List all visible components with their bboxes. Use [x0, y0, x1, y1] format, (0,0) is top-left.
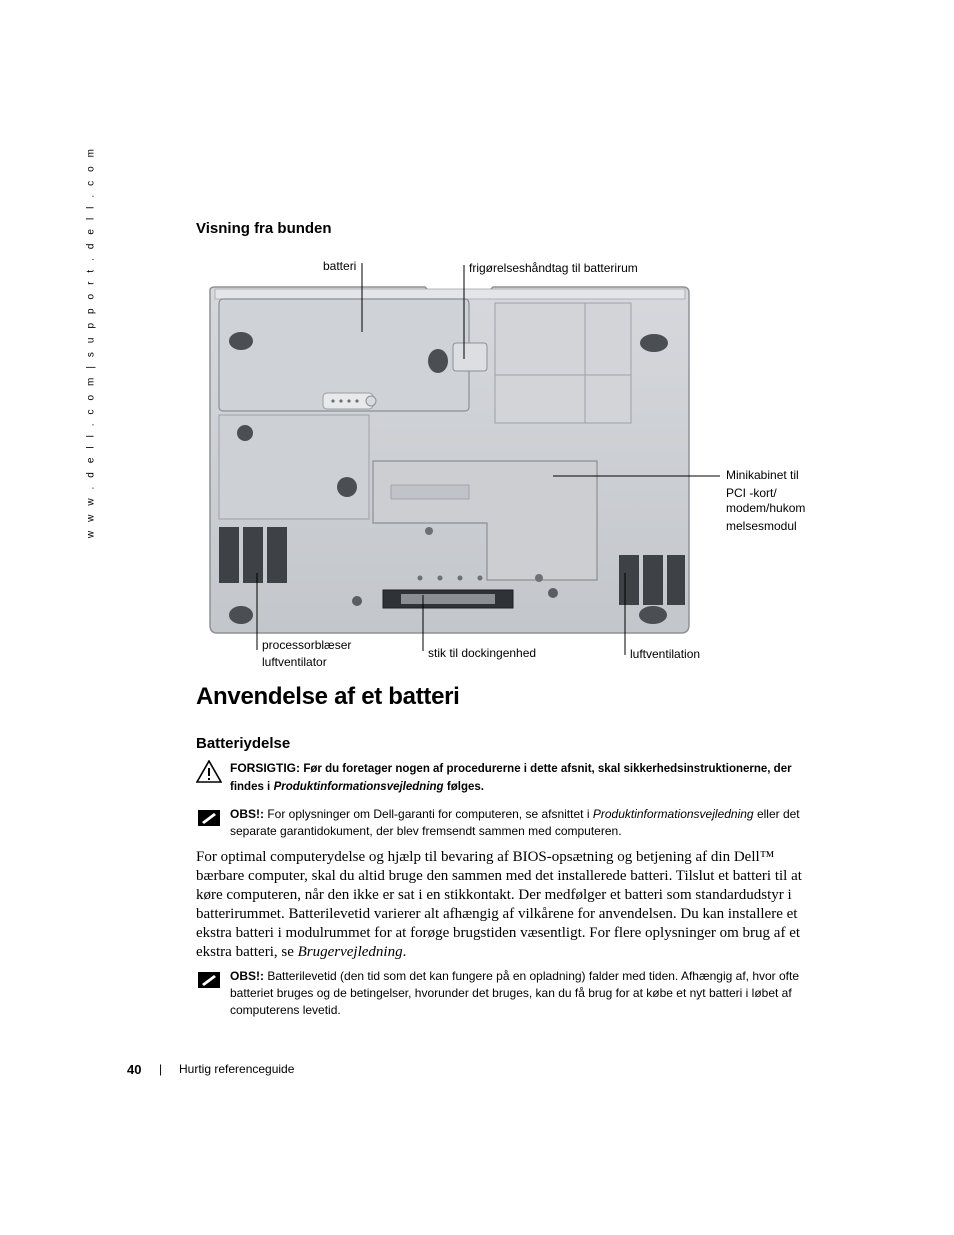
- laptop-bottom-illustration: [205, 255, 825, 675]
- caution-lead: FORSIGTIG:: [230, 761, 300, 775]
- note-pencil-icon: [196, 806, 222, 830]
- note2-lead: OBS!:: [230, 969, 264, 983]
- note1-text-1: For oplysninger om Dell-garanti for computeren, se afsnittet i: [267, 807, 590, 821]
- body-end: .: [402, 944, 407, 960]
- callout-minicard-1: Minikabinet til: [726, 468, 799, 482]
- body-text: For optimal computerydelse og hjælp til bevaring af BIOS-opsætning og betjening af din Dell™ bærbare computer, skal du altid bruge den sammen med det installerede batteri. Tilslut et batteri til at køre computeren, når den ikke er sat i en stikkontakt. Der medfølger et batteri som standardudstyr i batterirummet. Batterilevetid varierer alt afhængig af vilkårene for anvendelsen. Du kan installere et ekstra batteri i modulrummet for at forøge brugstiden væsentligt. For flere oplysninger om brug af et ekstra batteri, se: [196, 849, 802, 960]
- callout-battery-release: frigørelseshåndtag til batterirum: [469, 261, 638, 275]
- caution-text-2: følges.: [446, 781, 484, 793]
- heading-sub: Batteriydelse: [196, 735, 291, 752]
- footer-separator: |: [159, 1062, 163, 1076]
- heading-main: Anvendelse af et batteri: [196, 683, 460, 710]
- section-heading-bottom-view: Visning fra bunden: [196, 220, 332, 237]
- footer-guide-title: Hurtig referenceguide: [179, 1062, 295, 1076]
- callout-battery: batteri: [323, 259, 357, 273]
- side-url-text: w w w . d e l l . c o m | s u p p o r t . d e l l . c o m: [85, 145, 97, 539]
- note-notice-2: [196, 968, 816, 1019]
- battery-indicator: [323, 393, 376, 409]
- callout-minicard-4: melsesmodul: [726, 519, 797, 533]
- vent-right: [619, 555, 685, 605]
- note2-text: Batterilevetid (den tid som det kan fungere på en opladning) falder med tiden. Afhængig af, hvor ofte batteriet bruges og de betingelser, hvorunder det bruges, kan du få brug for at købe et nyt batteri i løbet af computerens levetid.: [230, 969, 800, 1017]
- caution-notice: [196, 760, 816, 796]
- caution-text-1: Før du foretager nogen af procedurerne i dette afsnit, skal sikkerhedsinstruktionerne, der findes i: [230, 763, 792, 793]
- callout-minicard-3: modem/hukom: [726, 501, 806, 515]
- callout-vent: luftventilation: [630, 647, 701, 661]
- caution-triangle-icon: [196, 760, 222, 784]
- note-pencil-icon: [196, 968, 222, 992]
- note1-italic: Produktinformationsvejledning: [592, 807, 754, 821]
- callout-fan-1: processorblæser: [262, 638, 352, 652]
- body-paragraph: [196, 848, 810, 962]
- caution-italic: Produktinformationsvejledning: [273, 781, 444, 793]
- callout-minicard-2: PCI -kort/: [726, 486, 777, 500]
- note1-text-2: eller det separate garantidokument, der blev fremsendt sammen med computeren.: [230, 807, 800, 838]
- page-number: 40: [127, 1062, 142, 1077]
- body-italic: Brugervejledning: [297, 944, 403, 960]
- callout-dock: stik til dockingenhed: [428, 646, 537, 660]
- callout-fan-2: luftventilator: [262, 655, 327, 669]
- vent-left: [219, 527, 287, 583]
- laptop-bottom-figure: [205, 255, 825, 675]
- note1-lead: OBS!:: [230, 807, 264, 821]
- page-footer: [127, 1062, 295, 1077]
- note-notice-1: [196, 806, 816, 840]
- side-url: [83, 145, 99, 539]
